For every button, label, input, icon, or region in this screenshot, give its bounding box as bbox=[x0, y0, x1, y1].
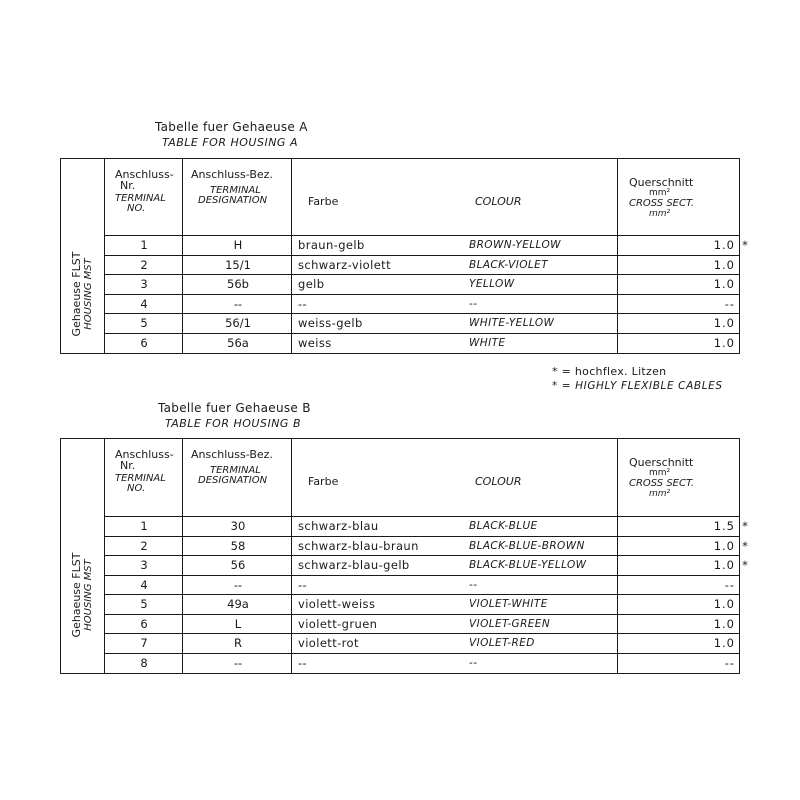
housing-label-english: HOUSING MST bbox=[82, 558, 94, 631]
terminal-number-cell: 7 bbox=[140, 636, 148, 651]
farbe-cell: violett-gruen bbox=[298, 616, 378, 631]
terminal-number-cell: 2 bbox=[140, 257, 148, 272]
terminal-number-cell: 4 bbox=[140, 577, 148, 592]
colour-cell: -- bbox=[469, 657, 478, 670]
terminal-number-cell: 6 bbox=[140, 336, 148, 351]
flexible-marker-cell: * bbox=[742, 558, 748, 573]
cross-section-cell: 1.0 bbox=[713, 336, 735, 351]
footnote-english: * = HIGHLY FLEXIBLE CABLES bbox=[552, 380, 723, 392]
table-row bbox=[105, 654, 739, 674]
terminal-number-cell: 8 bbox=[140, 656, 148, 671]
cross-section-cell: 1.0 bbox=[713, 616, 735, 631]
cross-section-cell: -- bbox=[724, 296, 735, 311]
terminal-designation-cell: 56a bbox=[227, 336, 249, 351]
table-b-title-english: TABLE FOR HOUSING B bbox=[165, 417, 301, 430]
header-anschluss-bez: Anschluss-Bez. TERMINAL DESIGNATION bbox=[191, 168, 273, 206]
table-b-housing-label bbox=[71, 552, 95, 637]
flexible-marker-cell: * bbox=[742, 238, 748, 253]
colour-cell: -- bbox=[469, 297, 478, 310]
table-row bbox=[105, 275, 739, 295]
table-b-caption bbox=[158, 401, 311, 431]
colour-cell: VIOLET-WHITE bbox=[469, 598, 548, 611]
table-a-side-column bbox=[61, 235, 105, 353]
header-querschnitt: Querschnitt mm² CROSS SECT. mm² bbox=[629, 456, 695, 499]
terminal-designation-cell: H bbox=[233, 238, 243, 253]
cross-section-cell: 1.0 bbox=[713, 538, 735, 553]
farbe-cell: violett-weiss bbox=[298, 597, 376, 612]
colour-cell: YELLOW bbox=[469, 278, 515, 291]
colour-cell: WHITE bbox=[469, 337, 506, 350]
housing-label-german: Gehaeuse FLST bbox=[69, 552, 83, 637]
header-colour: COLOUR bbox=[475, 195, 522, 208]
flexible-marker-cell bbox=[738, 334, 752, 354]
cross-section-cell: 1.5 bbox=[713, 519, 735, 534]
flexible-marker-cell bbox=[738, 615, 752, 634]
header-farbe: Farbe bbox=[308, 195, 339, 208]
flexible-marker-cell bbox=[738, 595, 752, 614]
header-anschluss-nr: Anschluss- Nr. TERMINAL NO. bbox=[115, 168, 174, 214]
farbe-cell: schwarz-blau-gelb bbox=[298, 558, 410, 573]
terminal-number-cell: 5 bbox=[140, 597, 148, 612]
table-b-header bbox=[105, 439, 739, 517]
table-a-caption bbox=[155, 120, 308, 150]
farbe-cell: -- bbox=[298, 296, 308, 311]
terminal-designation-cell: L bbox=[234, 616, 242, 631]
terminal-designation-cell: R bbox=[234, 636, 242, 651]
cross-section-cell: 1.0 bbox=[713, 316, 735, 331]
flexible-marker-cell bbox=[738, 634, 752, 653]
table-a bbox=[60, 158, 748, 354]
header-farbe: Farbe bbox=[308, 475, 339, 488]
cross-section-cell: 1.0 bbox=[713, 238, 735, 253]
farbe-cell: schwarz-blau bbox=[298, 519, 379, 534]
table-row bbox=[105, 236, 748, 256]
terminal-designation-cell: 30 bbox=[230, 519, 246, 534]
table-row bbox=[105, 615, 739, 635]
terminal-number-cell: 6 bbox=[140, 616, 148, 631]
flexible-marker-cell bbox=[738, 256, 752, 275]
housing-label-english: HOUSING MST bbox=[82, 258, 94, 330]
colour-cell: BLACK-BLUE bbox=[469, 520, 538, 533]
table-row bbox=[105, 576, 739, 596]
footnote-german: * = hochflex. Litzen bbox=[552, 365, 667, 378]
flexible-marker-cell bbox=[738, 654, 752, 674]
farbe-cell: -- bbox=[298, 656, 308, 671]
cross-section-cell: 1.0 bbox=[713, 257, 735, 272]
cross-section-cell: 1.0 bbox=[713, 558, 735, 573]
cross-section-cell: -- bbox=[724, 577, 735, 592]
terminal-designation-cell: 56 bbox=[230, 558, 246, 573]
flexible-marker-cell: * bbox=[742, 519, 748, 534]
header-colour: COLOUR bbox=[475, 475, 522, 488]
colour-cell: -- bbox=[469, 578, 478, 591]
housing-label-german: Gehaeuse FLST bbox=[69, 251, 83, 337]
flexible-marker-cell bbox=[738, 576, 752, 595]
terminal-number-cell: 5 bbox=[140, 316, 148, 331]
table-row bbox=[105, 295, 739, 315]
table-row bbox=[105, 256, 739, 276]
terminal-number-cell: 3 bbox=[140, 277, 148, 292]
farbe-cell: weiss-gelb bbox=[298, 316, 363, 331]
terminal-designation-cell: -- bbox=[233, 577, 243, 592]
colour-cell: BLACK-BLUE-YELLOW bbox=[469, 559, 587, 572]
table-row bbox=[105, 517, 748, 537]
table-row bbox=[105, 314, 739, 334]
header-anschluss-nr: Anschluss- Nr. TERMINAL NO. bbox=[115, 448, 174, 494]
farbe-cell: gelb bbox=[298, 277, 325, 292]
colour-cell: WHITE-YELLOW bbox=[469, 317, 555, 330]
terminal-designation-cell: 15/1 bbox=[225, 257, 251, 272]
terminal-designation-cell: 56/1 bbox=[225, 316, 251, 331]
terminal-designation-cell: -- bbox=[233, 656, 243, 671]
cross-section-cell: 1.0 bbox=[713, 277, 735, 292]
terminal-designation-cell: 49a bbox=[227, 597, 249, 612]
table-b-rows bbox=[105, 517, 748, 673]
table-a-corner bbox=[61, 159, 105, 235]
farbe-cell: schwarz-violett bbox=[298, 257, 391, 272]
table-row bbox=[105, 537, 748, 557]
terminal-number-cell: 1 bbox=[140, 519, 148, 534]
flexible-marker-cell bbox=[738, 295, 752, 314]
terminal-designation-cell: 58 bbox=[230, 538, 246, 553]
table-row bbox=[105, 334, 739, 354]
terminal-designation-cell: 56b bbox=[227, 277, 249, 292]
table-a-rows bbox=[105, 236, 748, 353]
farbe-cell: schwarz-blau-braun bbox=[298, 538, 419, 553]
table-a-housing-label bbox=[71, 252, 95, 337]
header-querschnitt: Querschnitt mm² CROSS SECT. mm² bbox=[629, 176, 695, 219]
cross-section-cell: 1.0 bbox=[713, 636, 735, 651]
flexible-marker-cell bbox=[738, 275, 752, 294]
flexible-marker-cell bbox=[738, 314, 752, 333]
colour-cell: VIOLET-GREEN bbox=[469, 617, 551, 630]
footnote bbox=[552, 364, 723, 394]
colour-cell: VIOLET-RED bbox=[469, 637, 535, 650]
farbe-cell: violett-rot bbox=[298, 636, 359, 651]
table-a-header bbox=[105, 159, 739, 236]
table-row bbox=[105, 556, 748, 576]
table-b-title: Tabelle fuer Gehaeuse B bbox=[158, 401, 311, 415]
table-b-side-column bbox=[61, 516, 105, 673]
colour-cell: BLACK-BLUE-BROWN bbox=[469, 539, 585, 552]
colour-cell: BROWN-YELLOW bbox=[469, 239, 561, 252]
flexible-marker-cell: * bbox=[742, 538, 748, 553]
terminal-number-cell: 3 bbox=[140, 558, 148, 573]
terminal-number-cell: 2 bbox=[140, 538, 148, 553]
colour-cell: BLACK-VIOLET bbox=[469, 258, 549, 271]
terminal-number-cell: 1 bbox=[140, 238, 148, 253]
farbe-cell: -- bbox=[298, 577, 308, 592]
terminal-designation-cell: -- bbox=[233, 296, 243, 311]
table-a-title: Tabelle fuer Gehaeuse A bbox=[155, 120, 308, 134]
cross-section-cell: -- bbox=[724, 656, 735, 671]
table-a-title-english: TABLE FOR HOUSING A bbox=[162, 136, 298, 149]
table-row bbox=[105, 595, 739, 615]
table-b-corner bbox=[61, 439, 105, 516]
terminal-number-cell: 4 bbox=[140, 296, 148, 311]
header-anschluss-bez: Anschluss-Bez. TERMINAL DESIGNATION bbox=[191, 448, 273, 486]
farbe-cell: braun-gelb bbox=[298, 238, 365, 253]
cross-section-cell: 1.0 bbox=[713, 597, 735, 612]
table-row bbox=[105, 634, 739, 654]
table-b bbox=[60, 438, 748, 674]
farbe-cell: weiss bbox=[298, 336, 332, 351]
